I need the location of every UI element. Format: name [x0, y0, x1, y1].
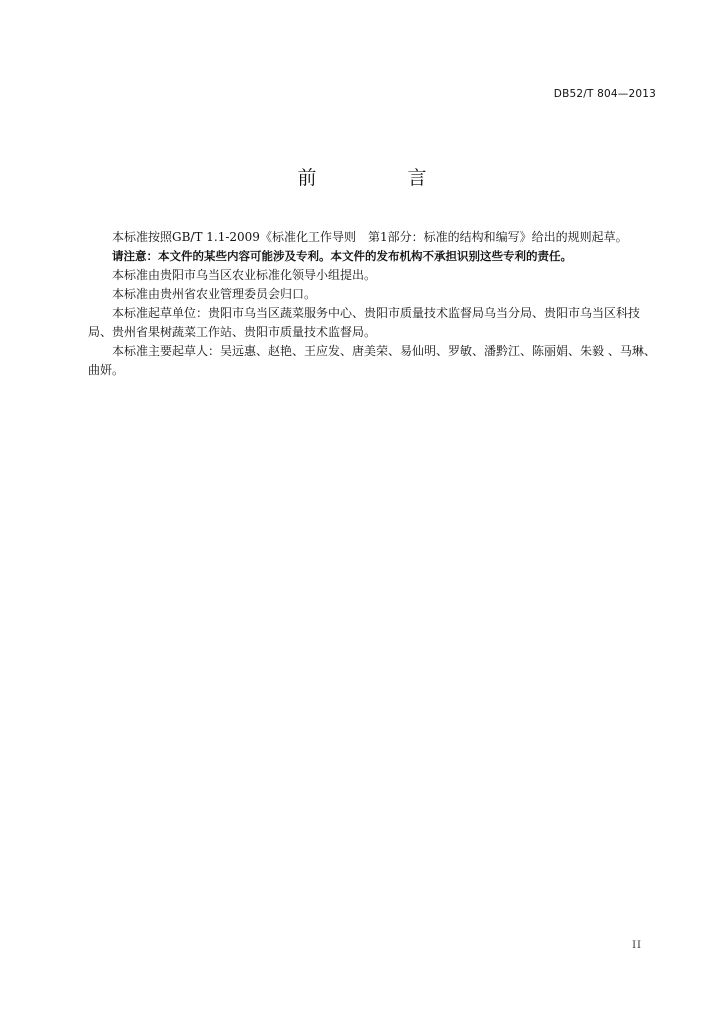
paragraph-centralized-by: 本标准由贵州省农业管理委员会归口。 [112, 287, 317, 301]
paragraph-drafting-rules: 本标准按照GB/T 1.1-2009《标准化工作导则 第1部分：标准的结构和编写》给出的规则起草。 [112, 230, 628, 244]
paragraph-patent-notice: 请注意：本文件的某些内容可能涉及专利。本文件的发布机构不承担识别这些专利的责任。 [112, 249, 572, 263]
foreword-body [88, 228, 660, 380]
paragraph-proposed-by: 本标准由贵阳市乌当区农业标准化领导小组提出。 [112, 268, 377, 282]
paragraph-drafting-units: 本标准起草单位：贵阳市乌当区蔬菜服务中心、贵阳市质量技术监督局乌当分局、贵阳市乌当区科技局、贵州省果树蔬菜工作站、贵阳市质量技术监督局。 [88, 306, 641, 339]
page-number: II [632, 940, 642, 951]
standard-number: DB52/T 804—2013 [553, 88, 656, 100]
page-title: 前 言 [297, 167, 463, 189]
paragraph-drafters: 本标准主要起草人：吴远惠、赵艳、王应发、唐美荣、易仙明、罗敏、潘黔江、陈丽娟、朱毅 、马琳、曲妍。 [88, 344, 656, 377]
